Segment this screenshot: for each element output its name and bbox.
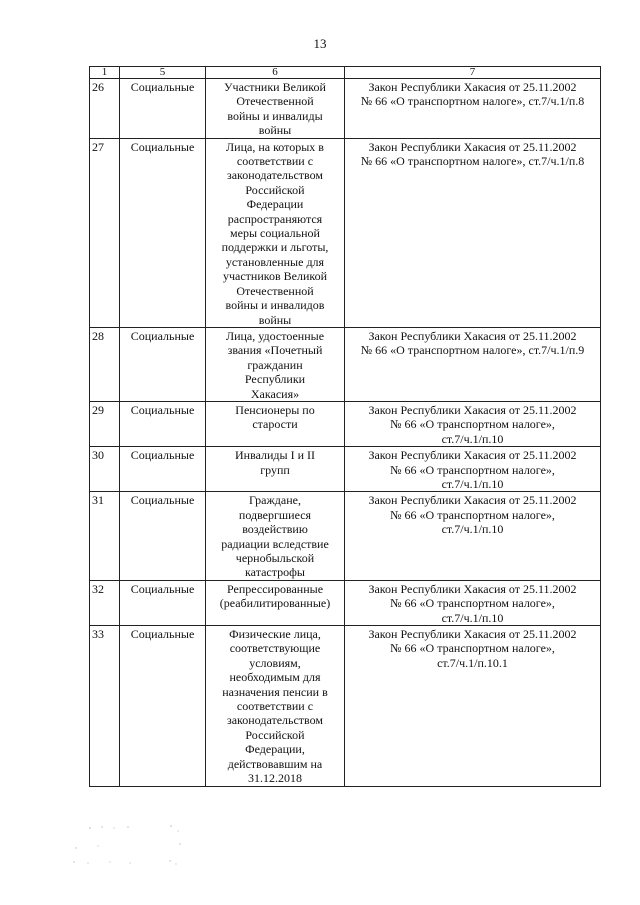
law-reference-cell: Закон Республики Хакасия от 25.11.2002 № 66 «О транспортном налоге», ст.7/ч.1/п.8 [345, 79, 601, 139]
column-header: 1 [90, 67, 120, 79]
column-header: 5 [120, 67, 206, 79]
row-number: 28 [90, 327, 120, 401]
page-number: 13 [313, 36, 327, 51]
description-cell: Инвалиды I и II групп [206, 447, 345, 492]
table-row [90, 447, 601, 492]
description-cell: Лица, удостоенные звания «Почетный гражданин Республики Хакасия» [206, 327, 345, 401]
table-row [90, 401, 601, 446]
description-cell: Репрессированные (реабилитированные) [206, 580, 345, 625]
row-number: 26 [90, 79, 120, 139]
description-cell: Лица, на которых в соответствии с законодательством Российской Федерации распространяются меры социальной поддержки и льготы, установленные для участников Великой Отечественной войны и инвалидов войны [206, 138, 345, 327]
category-cell: Социальные [120, 138, 206, 327]
law-reference-cell: Закон Республики Хакасия от 25.11.2002 № 66 «О транспортном налоге», ст.7/ч.1/п.8 [345, 138, 601, 327]
law-reference-cell: Закон Республики Хакасия от 25.11.2002 № 66 «О транспортном налоге», ст.7/ч.1/п.9 [345, 327, 601, 401]
description-cell: Граждане, подвергшиеся воздействию радиации вследствие чернобыльской катастрофы [206, 492, 345, 580]
table-row [90, 327, 601, 401]
category-cell: Социальные [120, 401, 206, 446]
table-row [90, 138, 601, 327]
law-reference-cell: Закон Республики Хакасия от 25.11.2002 № 66 «О транспортном налоге», ст.7/ч.1/п.10 [345, 447, 601, 492]
column-header: 6 [206, 67, 345, 79]
column-header: 7 [345, 67, 601, 79]
table-header-row [90, 67, 601, 79]
scan-noise-marks [70, 822, 200, 872]
law-reference-cell: Закон Республики Хакасия от 25.11.2002 № 66 «О транспортном налоге», ст.7/ч.1/п.10 [345, 401, 601, 446]
table-row [90, 580, 601, 625]
row-number: 29 [90, 401, 120, 446]
table-row [90, 492, 601, 580]
description-cell: Физические лица, соответствующие условиям, необходимым для назначения пенсии в соответствии с законодательством Российской Федерации, действовавшим на 31.12.2018 [206, 626, 345, 786]
law-reference-cell: Закон Республики Хакасия от 25.11.2002 № 66 «О транспортном налоге», ст.7/ч.1/п.10.1 [345, 626, 601, 786]
description-cell: Пенсионеры по старости [206, 401, 345, 446]
category-cell: Социальные [120, 626, 206, 786]
table-row [90, 79, 601, 139]
row-number: 31 [90, 492, 120, 580]
description-cell: Участники Великой Отечественной войны и инвалиды войны [206, 79, 345, 139]
law-reference-cell: Закон Республики Хакасия от 25.11.2002 № 66 «О транспортном налоге», ст.7/ч.1/п.10 [345, 492, 601, 580]
table-row [90, 626, 601, 786]
category-cell: Социальные [120, 79, 206, 139]
row-number: 30 [90, 447, 120, 492]
row-number: 32 [90, 580, 120, 625]
category-cell: Социальные [120, 580, 206, 625]
row-number: 27 [90, 138, 120, 327]
law-reference-cell: Закон Республики Хакасия от 25.11.2002 № 66 «О транспортном налоге», ст.7/ч.1/п.10 [345, 580, 601, 625]
row-number: 33 [90, 626, 120, 786]
category-cell: Социальные [120, 447, 206, 492]
category-cell: Социальные [120, 492, 206, 580]
benefits-table [89, 66, 601, 787]
category-cell: Социальные [120, 327, 206, 401]
